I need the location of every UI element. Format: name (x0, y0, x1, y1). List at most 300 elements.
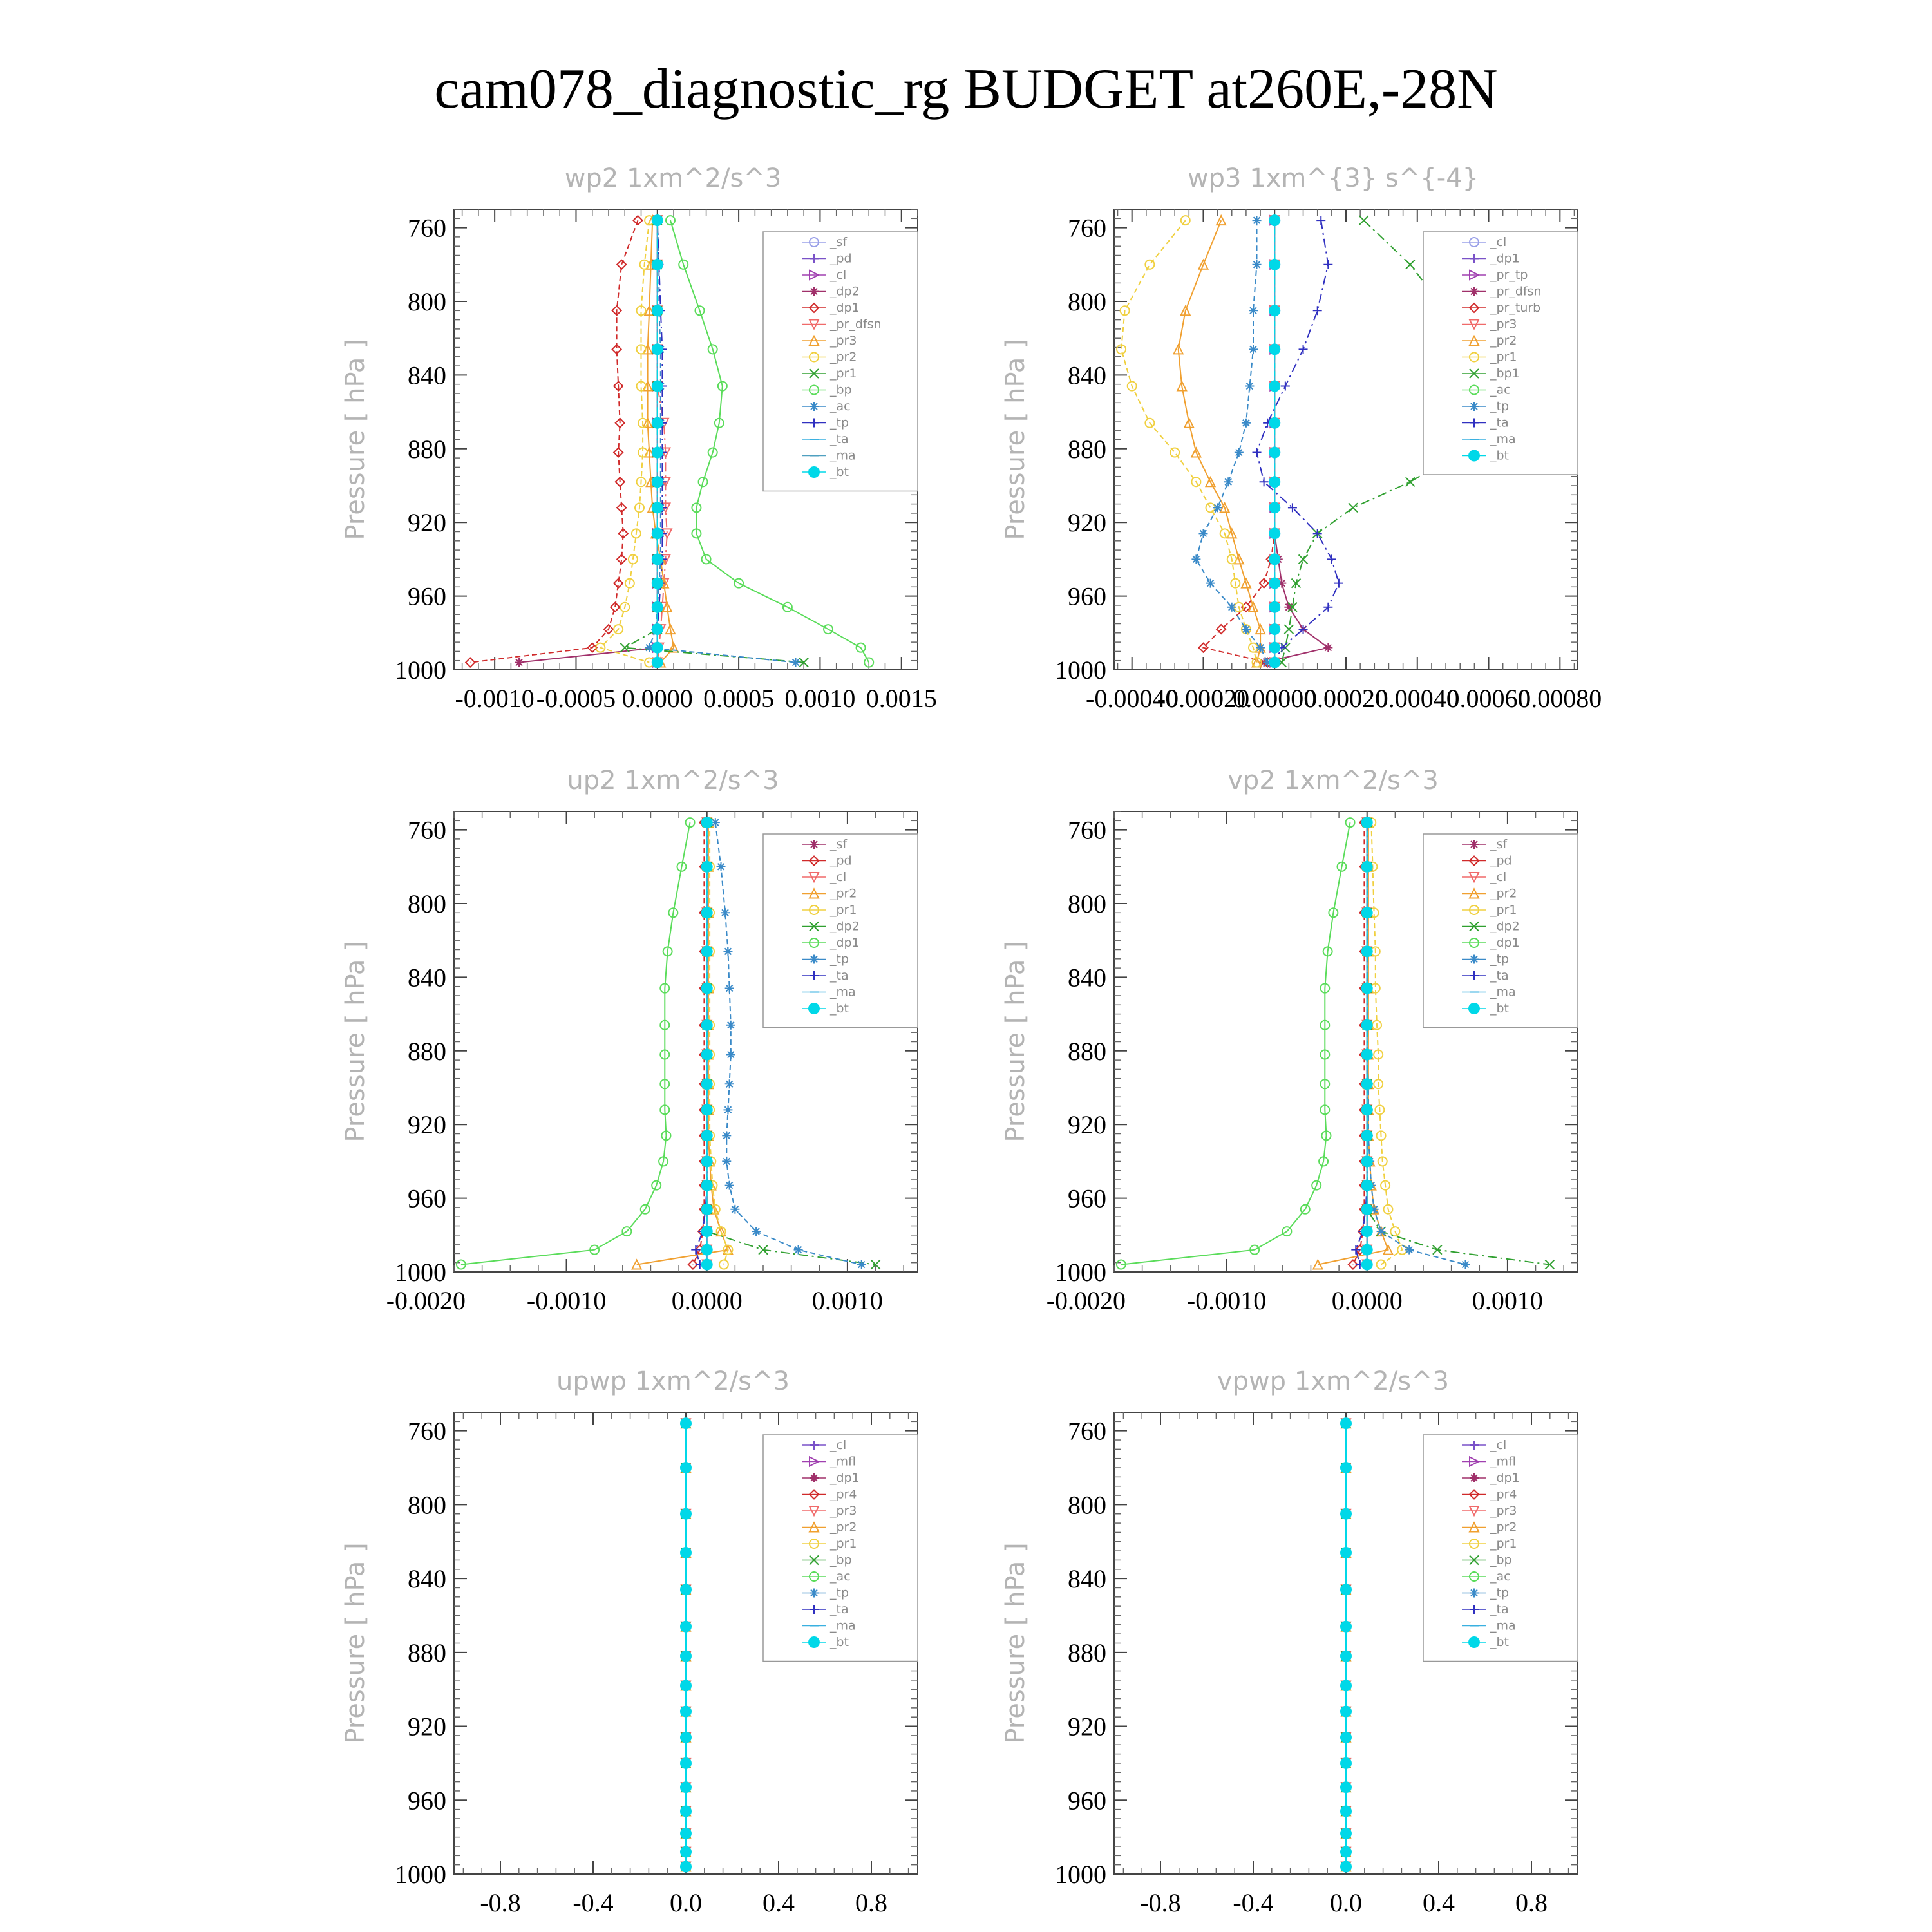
data-point (1340, 1861, 1352, 1873)
legend-marker (1470, 1473, 1479, 1482)
data-point (1340, 1651, 1352, 1662)
x-tick-label: 0.4 (1423, 1888, 1455, 1917)
legend-label: _ac (1490, 1569, 1511, 1584)
legend-label: _tp (830, 415, 849, 430)
data-point (1256, 643, 1265, 652)
chart-panel-5 (341, 1367, 918, 1917)
legend-label: _ta (1490, 415, 1509, 430)
data-point (1361, 1180, 1373, 1191)
data-point (1359, 216, 1368, 225)
x-tick-label: 0.0010 (784, 684, 856, 713)
data-point (1340, 1621, 1352, 1633)
data-point (680, 1732, 692, 1743)
data-point (652, 305, 663, 316)
legend-label: _pr3 (830, 334, 857, 348)
data-point (701, 1130, 713, 1141)
data-point (680, 1417, 692, 1429)
series-pr_dfsn (1260, 216, 1333, 667)
legend-label: _ta (830, 969, 849, 983)
data-point (652, 642, 663, 654)
data-point (652, 578, 663, 589)
series-ta (1253, 216, 1343, 667)
x-tick-label: 0.0000 (1331, 1286, 1403, 1315)
data-point (1269, 601, 1280, 613)
data-point (701, 983, 713, 994)
legend (763, 1435, 918, 1662)
series-line (693, 822, 705, 1264)
x-tick-label: -0.0005 (536, 684, 616, 713)
data-point (1361, 907, 1373, 918)
data-point (1253, 260, 1262, 269)
legend-label: _pr_tp (1490, 268, 1528, 282)
data-point (1361, 1130, 1373, 1141)
data-point (701, 907, 713, 918)
page-title: cam078_diagnostic_rg BUDGET at260E,-28N (434, 58, 1498, 120)
data-point (701, 1019, 713, 1031)
series-line (1179, 220, 1260, 662)
series-line (1371, 822, 1402, 1264)
series-dp1 (466, 216, 642, 667)
data-point (1340, 1846, 1352, 1858)
legend (1423, 1435, 1578, 1662)
y-tick-label: 800 (408, 1490, 446, 1520)
legend-label: _pr2 (830, 1520, 857, 1535)
legend-label: _dp2 (830, 284, 860, 299)
data-point (1245, 382, 1254, 391)
legend-label: _dp2 (1490, 919, 1520, 934)
legend-label: _cl (1490, 870, 1507, 884)
x-tick-label: 0.8 (855, 1888, 887, 1917)
data-point (1461, 1260, 1470, 1269)
x-tick-label: 0.0015 (866, 684, 937, 713)
data-point (1181, 216, 1190, 225)
data-point (680, 1706, 692, 1718)
series-dp1 (457, 818, 695, 1269)
legend-label: _pr2 (1490, 1520, 1517, 1535)
legend-label: _bp (830, 383, 852, 397)
data-point (791, 658, 800, 667)
legend-marker (810, 840, 819, 849)
legend-label: _pr1 (1490, 903, 1517, 917)
y-tick-label: 800 (408, 889, 446, 918)
legend-label: _tp (1490, 1586, 1510, 1600)
legend-label: _pd (1490, 853, 1512, 868)
data-point (701, 1226, 713, 1237)
x-tick-label: -0.4 (1233, 1888, 1274, 1917)
data-point (1170, 448, 1179, 457)
data-point (680, 1828, 692, 1839)
legend-label: _pr3 (1490, 317, 1517, 332)
data-point (680, 1861, 692, 1873)
legend-label: _ma (830, 985, 856, 999)
legend-label: _pr1 (830, 1537, 857, 1551)
y-tick-label: 800 (1068, 1490, 1106, 1520)
series-line (1121, 822, 1350, 1264)
legend-marker (1470, 955, 1479, 964)
x-tick-label: 0.4 (762, 1888, 795, 1917)
legend-label: _sf (830, 837, 848, 851)
data-point (1349, 503, 1358, 512)
y-tick-label: 1000 (1055, 1258, 1106, 1287)
data-point (1340, 1805, 1352, 1817)
data-point (701, 1180, 713, 1191)
data-point (1284, 625, 1293, 634)
series-bt (1361, 817, 1373, 1270)
y-tick-label: 880 (408, 434, 446, 464)
data-point (1269, 642, 1280, 654)
legend-label: _ma (1490, 1618, 1516, 1633)
y-tick-label: 760 (408, 1416, 446, 1446)
data-point (1340, 1417, 1352, 1429)
series-bt (701, 817, 713, 1270)
data-point (652, 417, 663, 429)
data-point (1269, 553, 1280, 565)
data-point (1406, 477, 1415, 486)
chart-title: wp3 1xm^{3} s^{-4} (1187, 164, 1479, 193)
y-tick-label: 880 (408, 1638, 446, 1667)
data-point (701, 1155, 713, 1167)
data-point (652, 259, 663, 270)
series-bt (680, 1417, 692, 1872)
x-tick-label: 0.0 (670, 1888, 702, 1917)
legend-label: _bp (830, 1553, 852, 1567)
legend-label: _pr1 (830, 366, 857, 381)
legend-label: _pr_dfsn (1490, 284, 1542, 299)
series-bt (1340, 1417, 1352, 1872)
series-line (470, 220, 638, 662)
data-point (1406, 260, 1415, 269)
y-tick-label: 760 (1068, 213, 1106, 243)
y-tick-label: 960 (408, 582, 446, 611)
data-point (1299, 554, 1308, 564)
legend (1423, 232, 1578, 475)
data-point (652, 502, 663, 513)
legend-label: _tp (1490, 399, 1510, 413)
chart-title: vp2 1xm^2/s^3 (1227, 766, 1439, 795)
series-line (1264, 220, 1329, 662)
legend-label: _bp (1490, 1553, 1512, 1567)
legend-label: _pr2 (830, 886, 857, 901)
data-point (1340, 1508, 1352, 1520)
y-tick-label: 920 (408, 1712, 446, 1741)
series-pr2 (1174, 216, 1265, 667)
x-tick-label: 0.0005 (703, 684, 775, 713)
legend-label: _pr_turb (1490, 301, 1541, 315)
x-tick-label: 0.00040 (1375, 684, 1459, 713)
y-tick-label: 920 (408, 1110, 446, 1140)
legend-label: _pr2 (1490, 334, 1517, 348)
data-point (701, 861, 713, 873)
y-tick-label: 1000 (1055, 656, 1106, 685)
data-point (1313, 306, 1322, 315)
legend-label: _ta (830, 432, 849, 446)
legend-label: _ma (1490, 985, 1516, 999)
data-point (1269, 305, 1280, 316)
data-point (1227, 603, 1236, 612)
y-tick-label: 1000 (395, 1860, 446, 1889)
series-line (1196, 220, 1267, 662)
data-point (680, 1547, 692, 1558)
data-point (652, 476, 663, 488)
y-tick-label: 960 (1068, 1184, 1106, 1213)
x-tick-label: -0.0010 (455, 684, 535, 713)
data-point (617, 260, 626, 269)
x-tick-label: 0.00000 (1233, 684, 1317, 713)
legend-label: _bt (830, 1001, 849, 1016)
data-point (701, 1078, 713, 1090)
data-point (1145, 260, 1154, 269)
legend-label: _bt (1490, 1635, 1510, 1649)
x-tick-label: -0.0010 (526, 1286, 607, 1315)
y-tick-label: 920 (1068, 1712, 1106, 1741)
legend-marker (1470, 840, 1479, 849)
legend-label: _mfl (1490, 1454, 1516, 1469)
x-tick-label: 0.0010 (811, 1286, 883, 1315)
data-point (680, 1651, 692, 1662)
x-tick-label: -0.8 (1140, 1888, 1181, 1917)
data-point (752, 1227, 761, 1236)
data-point (1361, 945, 1373, 957)
series-dp1 (1117, 818, 1355, 1269)
series-pr1 (1117, 216, 1261, 667)
series-line (1353, 822, 1365, 1264)
y-tick-label: 840 (408, 1564, 446, 1594)
legend-marker (810, 287, 819, 296)
data-point (1340, 1828, 1352, 1839)
data-point (1361, 1226, 1373, 1237)
data-point (1323, 260, 1332, 269)
y-tick-label: 920 (1068, 1110, 1106, 1140)
data-point (1269, 476, 1280, 488)
y-tick-label: 1000 (395, 1258, 446, 1287)
legend-label: _dp1 (830, 1471, 860, 1485)
legend-label: _pr3 (830, 1504, 857, 1518)
legend-label: _pd (830, 251, 852, 266)
legend-label: _bt (1490, 1001, 1510, 1016)
data-point (1361, 1104, 1373, 1115)
y-tick-label: 760 (1068, 815, 1106, 845)
data-point (680, 1757, 692, 1769)
legend-marker (810, 1473, 819, 1482)
data-point (1249, 306, 1258, 315)
legend-label: _tp (830, 1586, 849, 1600)
data-point (652, 381, 663, 392)
data-point (1253, 216, 1262, 225)
data-point (1377, 1227, 1386, 1236)
legend-label: _dp1 (1490, 936, 1520, 950)
legend (1423, 834, 1578, 1028)
series-tp (1191, 216, 1272, 667)
series-line (1121, 220, 1256, 662)
data-point (1361, 1155, 1373, 1167)
legend-label: _sf (830, 235, 848, 249)
y-tick-label: 1000 (1055, 1860, 1106, 1889)
x-tick-label: -0.4 (573, 1888, 614, 1917)
data-point (652, 447, 663, 459)
data-point (701, 945, 713, 957)
chart-panel-4 (1001, 766, 1578, 1315)
x-tick-label: -0.00040 (1086, 684, 1179, 713)
legend-item (1462, 301, 1540, 315)
data-point (1334, 579, 1343, 588)
legend-label: _sf (1490, 837, 1508, 851)
legend-label: _pr1 (1490, 1537, 1517, 1551)
data-point (701, 1104, 713, 1115)
data-point (680, 1846, 692, 1858)
data-point (1340, 1547, 1352, 1558)
x-tick-label: 0.00060 (1446, 684, 1531, 713)
data-point (1242, 625, 1251, 634)
data-point (701, 1204, 713, 1215)
y-tick-label: 840 (1068, 963, 1106, 992)
legend-label: _dp1 (830, 301, 860, 315)
chart-title: upwp 1xm^2/s^3 (556, 1367, 790, 1396)
y-tick-label: 920 (1068, 508, 1106, 538)
data-point (1269, 343, 1280, 355)
data-point (723, 1105, 732, 1114)
chart-title: wp2 1xm^2/s^3 (564, 164, 782, 193)
data-point (1281, 382, 1290, 391)
x-tick-label: 0.8 (1515, 1888, 1548, 1917)
legend-label: _ac (830, 1569, 851, 1584)
legend-marker (808, 1003, 820, 1014)
legend-label: _pr1 (1490, 350, 1517, 365)
legend-label: _tp (830, 952, 849, 967)
y-tick-label: 840 (408, 963, 446, 992)
y-axis-label: Pressure [ hPa ] (1001, 1542, 1030, 1744)
data-point (680, 1680, 692, 1691)
legend-label: _bp1 (1490, 366, 1520, 381)
legend-label: _cl (830, 268, 847, 282)
legend-label: _pd (830, 853, 852, 868)
data-point (652, 343, 663, 355)
y-tick-label: 920 (408, 508, 446, 538)
data-point (1361, 861, 1373, 873)
legend-marker (810, 402, 819, 411)
legend-label: _pr3 (1490, 1504, 1517, 1518)
data-point (722, 1157, 731, 1166)
legend-marker (808, 466, 820, 478)
data-point (1235, 448, 1244, 457)
data-point (1323, 643, 1332, 652)
series-pr2 (632, 818, 733, 1269)
data-point (680, 1584, 692, 1595)
x-tick-label: 0.0 (1330, 1888, 1362, 1917)
legend-marker (1470, 287, 1479, 296)
y-tick-label: 840 (1068, 361, 1106, 390)
data-point (722, 1131, 731, 1140)
data-point (1340, 1706, 1352, 1718)
data-point (1269, 623, 1280, 635)
series-pr2 (596, 216, 654, 667)
legend-label: _bt (1490, 448, 1510, 463)
y-tick-label: 960 (1068, 1786, 1106, 1815)
data-point (1361, 1204, 1373, 1215)
legend-label: _ac (830, 399, 851, 413)
data-point (680, 1621, 692, 1633)
legend-label: _dp1 (1490, 251, 1520, 266)
data-point (794, 1245, 803, 1255)
legend-marker (810, 955, 819, 964)
data-point (730, 1205, 739, 1214)
y-tick-label: 840 (408, 361, 446, 390)
x-tick-label: 0.00080 (1518, 684, 1602, 713)
data-point (1361, 817, 1373, 828)
x-tick-label: -0.0010 (1186, 1286, 1267, 1315)
data-point (1253, 448, 1262, 457)
data-point (1299, 345, 1308, 354)
legend-label: _ta (830, 1602, 849, 1616)
data-point (652, 623, 663, 635)
data-point (726, 1050, 735, 1059)
data-point (680, 1462, 692, 1473)
y-tick-label: 880 (1068, 434, 1106, 464)
series-line (519, 220, 658, 662)
data-point (466, 658, 475, 667)
chart-panel-3 (341, 766, 918, 1315)
data-point (1249, 345, 1258, 354)
data-point (723, 947, 732, 956)
data-point (1198, 529, 1208, 538)
data-point (1269, 417, 1280, 429)
data-point (1340, 1462, 1352, 1473)
data-point (652, 527, 663, 539)
data-point (1361, 983, 1373, 994)
y-axis-label: Pressure [ hPa ] (341, 339, 370, 540)
data-point (717, 862, 726, 871)
data-point (1269, 214, 1280, 226)
series-line (1257, 220, 1339, 662)
legend (763, 232, 918, 491)
x-tick-label: -0.0020 (386, 1286, 466, 1315)
chart-panel-1 (341, 164, 937, 713)
legend-label: _pr4 (830, 1487, 857, 1502)
legend-label: _pr1 (830, 903, 857, 917)
legend-marker (1468, 450, 1480, 462)
data-point (1269, 527, 1280, 539)
legend-label: _ma (1490, 432, 1516, 446)
y-tick-label: 960 (408, 1786, 446, 1815)
legend-label: _mfl (830, 1454, 856, 1469)
series-pr1 (705, 818, 732, 1269)
series-line (1204, 220, 1275, 662)
legend-label: _cl (1490, 235, 1507, 249)
chart-title: up2 1xm^2/s^3 (567, 766, 779, 795)
chart-title: vpwp 1xm^2/s^3 (1217, 1367, 1450, 1396)
legend-label: _ma (830, 448, 856, 463)
y-tick-label: 760 (408, 815, 446, 845)
data-point (1269, 447, 1280, 459)
series-line (461, 822, 690, 1264)
series-pr_turb (1198, 216, 1279, 667)
legend-label: _ta (1490, 1602, 1509, 1616)
data-point (1340, 1584, 1352, 1595)
x-tick-label: -0.00020 (1157, 684, 1250, 713)
data-point (726, 1021, 735, 1030)
data-point (1242, 419, 1251, 428)
data-point (633, 216, 642, 225)
data-point (666, 216, 675, 225)
data-point (1224, 477, 1233, 486)
legend-label: _dp2 (830, 919, 860, 934)
data-point (857, 1260, 866, 1269)
data-point (1269, 657, 1280, 668)
series-pr_dfsn (653, 216, 672, 667)
data-point (1206, 579, 1215, 588)
data-point (1269, 578, 1280, 589)
x-tick-label: 0.0010 (1472, 1286, 1543, 1315)
y-tick-label: 800 (408, 287, 446, 316)
